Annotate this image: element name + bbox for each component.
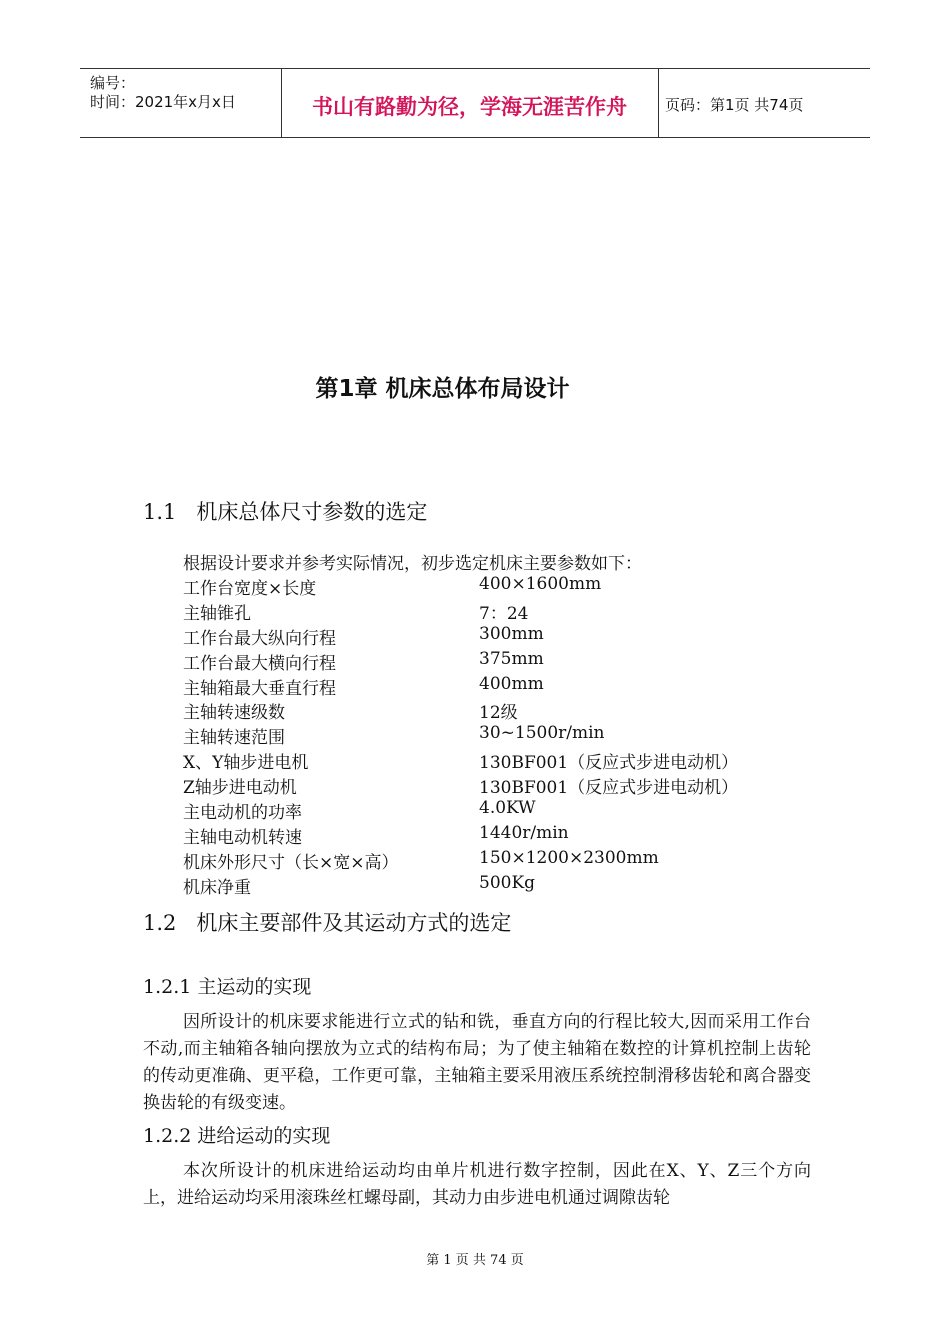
parameter-value: 400mm xyxy=(479,673,544,694)
parameter-row xyxy=(183,698,833,723)
parameter-value: 150×1200×2300mm xyxy=(479,847,659,868)
section-1-1-title: 1.1 机床总体尺寸参数的选定 xyxy=(143,500,428,524)
parameter-row xyxy=(183,599,833,624)
parameter-value: 400×1600mm xyxy=(479,574,602,594)
parameter-name: Z轴步进电动机 xyxy=(183,778,297,799)
page-code: 页码：第1页 共74页 xyxy=(665,96,804,114)
parameter-row xyxy=(183,748,833,773)
parameter-row xyxy=(183,823,833,848)
parameter-row xyxy=(183,848,833,873)
parameter-value: 7：24 xyxy=(479,603,529,624)
parameter-name: 工作台最大横向行程 xyxy=(183,653,336,674)
parameter-value: 130BF001（反应式步进电动机） xyxy=(479,753,739,774)
header-right-cell xyxy=(659,69,870,137)
parameter-name: 主轴锥孔 xyxy=(183,603,251,624)
parameter-value: 130BF001（反应式步进电动机） xyxy=(479,778,739,799)
parameter-name: 工作台最大纵向行程 xyxy=(183,628,336,649)
parameter-list xyxy=(183,574,833,898)
parameter-name: 主轴电动机转速 xyxy=(183,827,302,848)
parameter-name: 主轴转速范围 xyxy=(183,728,285,749)
parameter-row xyxy=(183,773,833,798)
parameter-row xyxy=(183,674,833,699)
header-middle-cell xyxy=(281,69,659,137)
chapter-title: 第1章 机床总体布局设计 xyxy=(315,376,570,402)
parameter-name: 机床外形尺寸（长×宽×高） xyxy=(183,852,399,873)
section-1-2-1-paragraph: 因所设计的机床要求能进行立式的钻和铣，垂直方向的行程比较大,因而采用工作台不动,而主轴箱各轴向摆放为立式的结构布局；为了使主轴箱在数控的计算机控制上齿轮的传动更准确、更平稳，工作更可靠，主轴箱主要采用液压系统控制滑移齿轮和离合器变换齿轮的有级变速。 xyxy=(143,1012,811,1113)
number-label: 编号： xyxy=(90,74,136,92)
parameter-value: 500Kg xyxy=(479,872,536,893)
parameter-value: 300mm xyxy=(479,623,544,644)
parameter-row xyxy=(183,649,833,674)
document-header xyxy=(80,68,870,138)
parameter-value: 30~1500r/min xyxy=(479,723,605,744)
parameter-value: 375mm xyxy=(479,648,544,669)
section-1-2-2-paragraph: 本次所设计的机床进给运动均由单片机进行数字控制，因此在X、Y、Z三个方向上，进给运动均采用滚珠丝杠螺母副，其动力由步进电机通过调隙齿轮 xyxy=(143,1161,811,1208)
parameter-name: 工作台宽度×长度 xyxy=(183,579,317,599)
parameter-row xyxy=(183,624,833,649)
parameter-name: X、Y轴步进电机 xyxy=(183,753,309,774)
parameter-value: 12级 xyxy=(479,703,518,724)
section-1-2-title: 1.2 机床主要部件及其运动方式的选定 xyxy=(143,911,512,935)
section-1-2-2-title: 1.2.2 进给运动的实现 xyxy=(143,1125,331,1147)
parameter-row xyxy=(183,723,833,748)
parameter-value: 4.0KW xyxy=(479,798,536,819)
params-intro: 根据设计要求并参考实际情况，初步选定机床主要参数如下： xyxy=(183,554,642,574)
section-1-2-1-title: 1.2.1 主运动的实现 xyxy=(143,976,312,998)
parameter-row xyxy=(183,798,833,823)
time-label: 时间：2021年x月x日 xyxy=(90,93,236,111)
header-left-cell xyxy=(80,69,282,137)
parameter-row xyxy=(183,574,833,599)
header-motto: 书山有路勤为径，学海无涯苦作舟 xyxy=(312,95,627,119)
parameter-row xyxy=(183,873,833,898)
parameter-name: 机床净重 xyxy=(183,877,251,898)
parameter-name: 主轴转速级数 xyxy=(183,703,285,724)
parameter-name: 主电动机的功率 xyxy=(183,803,302,824)
page-footer: 第 1 页 共 74 页 xyxy=(426,1253,524,1268)
parameter-value: 1440r/min xyxy=(479,822,569,843)
parameter-name: 主轴箱最大垂直行程 xyxy=(183,678,336,699)
